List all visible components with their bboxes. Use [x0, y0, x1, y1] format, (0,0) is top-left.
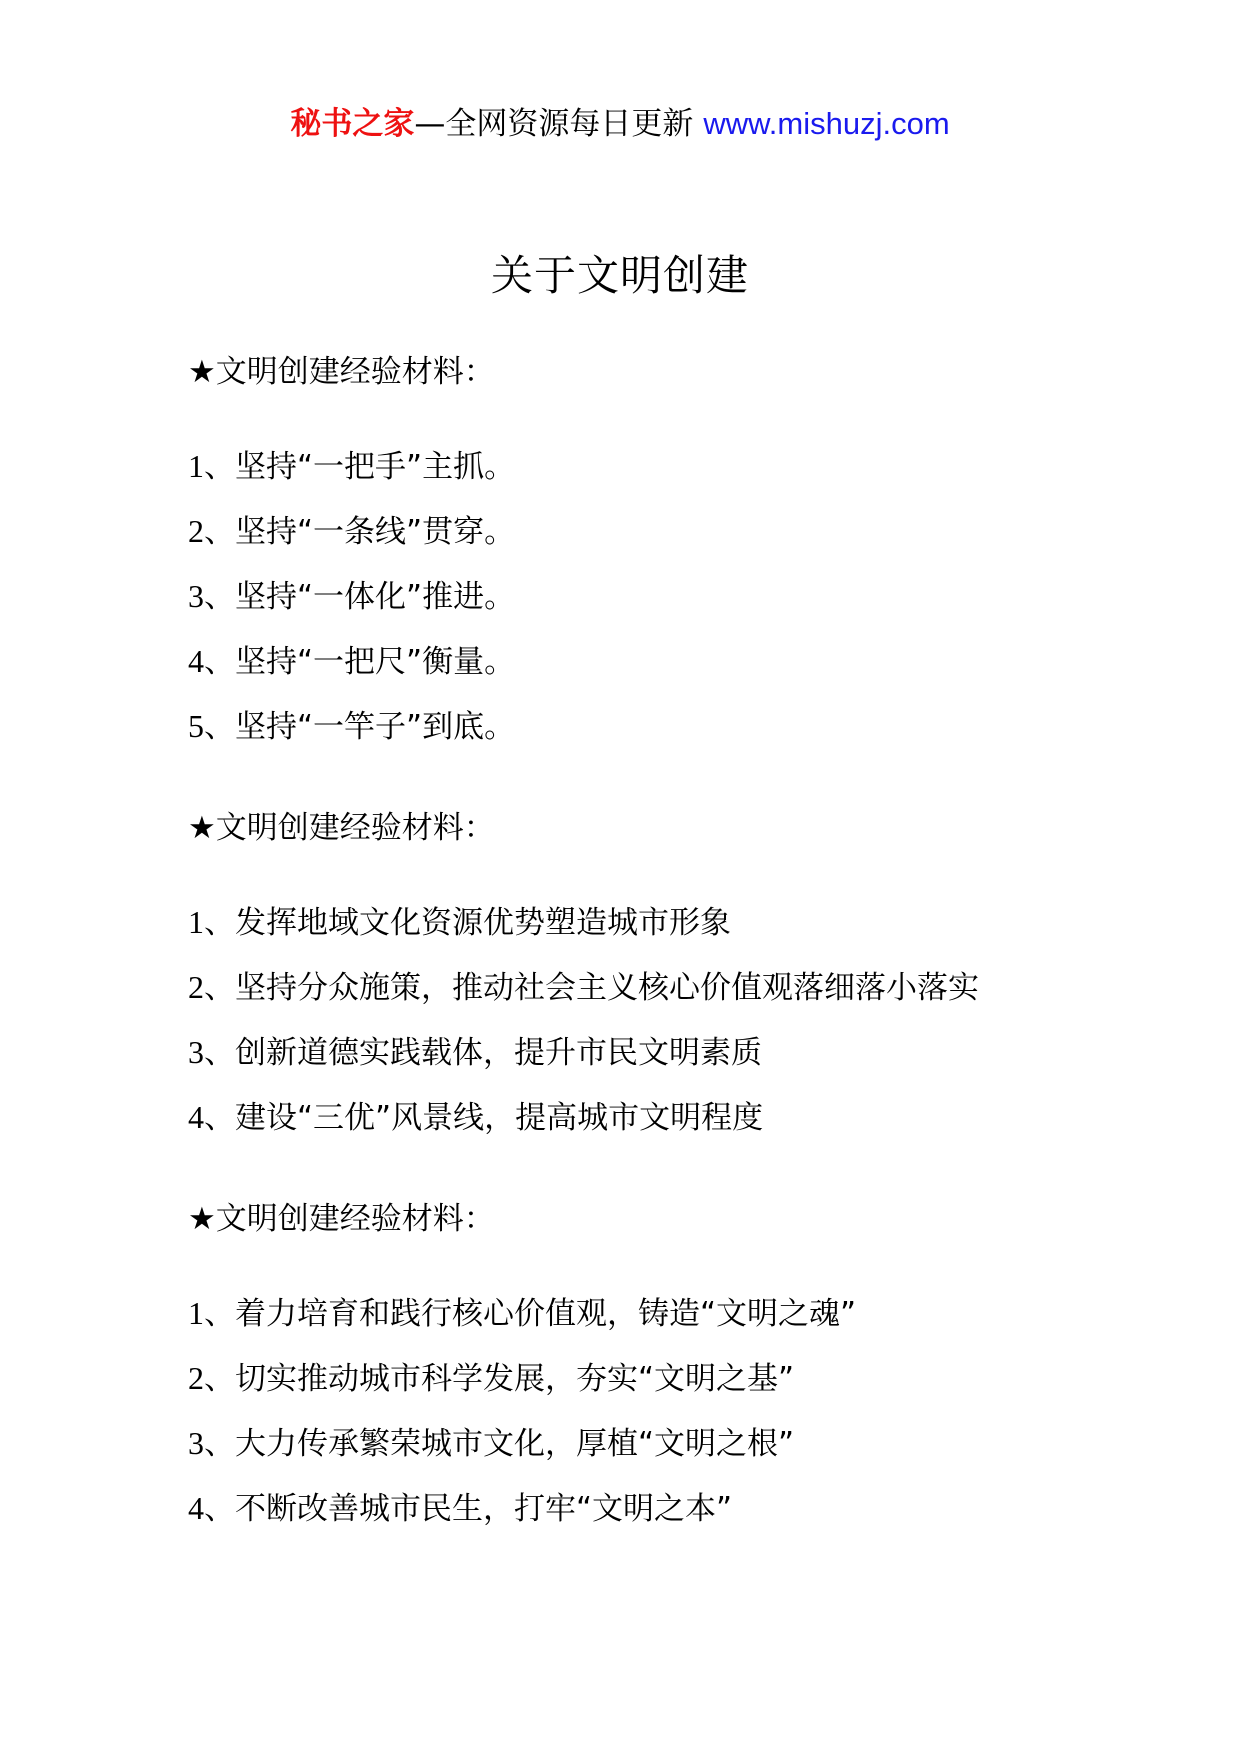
item-text: 创新道德实践载体，提升市民文明素质	[235, 1035, 762, 1071]
section-heading	[188, 1199, 1088, 1239]
star-icon: ★	[188, 1201, 216, 1237]
item-text: 坚持分众施策，推动社会主义核心价值观落细落小落实	[235, 970, 979, 1006]
star-icon: ★	[188, 810, 216, 846]
section-3	[188, 1199, 1088, 1553]
list-item	[188, 1293, 1088, 1333]
item-separator: 、	[204, 514, 235, 550]
item-text: 坚持“一把尺”衡量。	[235, 644, 516, 680]
item-number: 3	[188, 1425, 204, 1461]
item-text: 切实推动城市科学发展，夯实“文明之基”	[235, 1361, 795, 1397]
item-separator: 、	[204, 579, 235, 615]
item-separator: 、	[204, 709, 235, 745]
item-separator: 、	[204, 1035, 235, 1071]
item-number: 2	[188, 1360, 204, 1396]
item-number: 1	[188, 1295, 204, 1331]
section-1	[188, 352, 1088, 771]
list-item	[188, 967, 1088, 1007]
item-number: 4	[188, 1490, 204, 1526]
item-separator: 、	[204, 1100, 235, 1136]
brand-name: 秘书之家	[290, 106, 415, 142]
section-heading	[188, 352, 1088, 392]
document-title: 关于文明创建	[490, 251, 749, 300]
list-item	[188, 1097, 1088, 1137]
header-slogan: —全网资源每日更新	[414, 106, 694, 142]
item-text: 发挥地域文化资源优势塑造城市形象	[235, 905, 731, 941]
star-icon: ★	[188, 354, 216, 390]
item-number: 1	[188, 448, 204, 484]
item-separator: 、	[204, 1361, 235, 1397]
list-item	[188, 1032, 1088, 1072]
section-list	[188, 902, 1088, 1137]
item-number: 3	[188, 1034, 204, 1070]
item-text: 不断改善城市民生，打牢“文明之本”	[235, 1491, 733, 1527]
item-text: 着力培育和践行核心价值观，铸造“文明之魂”	[235, 1296, 857, 1332]
section-heading-text: 文明创建经验材料：	[215, 810, 495, 846]
item-number: 3	[188, 578, 204, 614]
item-number: 5	[188, 708, 204, 744]
list-item	[188, 1488, 1088, 1528]
site-url-link[interactable]: www.mishuzj.com	[703, 106, 950, 141]
section-list	[188, 1293, 1088, 1528]
section-2	[188, 808, 1088, 1162]
list-item	[188, 576, 1088, 616]
item-text: 坚持“一竿子”到底。	[235, 709, 516, 745]
item-text: 建设“三优”风景线，提高城市文明程度	[235, 1100, 764, 1136]
list-item	[188, 511, 1088, 551]
section-heading-text: 文明创建经验材料：	[215, 354, 495, 390]
list-item	[188, 446, 1088, 486]
item-separator: 、	[204, 970, 235, 1006]
item-text: 坚持“一条线”贯穿。	[235, 514, 516, 550]
list-item	[188, 1423, 1088, 1463]
site-header	[0, 104, 1240, 144]
item-number: 4	[188, 643, 204, 679]
list-item	[188, 902, 1088, 942]
list-item	[188, 1358, 1088, 1398]
item-separator: 、	[204, 1491, 235, 1527]
list-item	[188, 641, 1088, 681]
item-separator: 、	[204, 905, 235, 941]
item-separator: 、	[204, 449, 235, 485]
section-heading	[188, 808, 1088, 848]
item-number: 2	[188, 513, 204, 549]
item-number: 2	[188, 969, 204, 1005]
item-number: 1	[188, 904, 204, 940]
item-separator: 、	[204, 1296, 235, 1332]
item-text: 坚持“一体化”推进。	[235, 579, 516, 615]
list-item	[188, 706, 1088, 746]
section-list	[188, 446, 1088, 746]
item-separator: 、	[204, 644, 235, 680]
item-text: 坚持“一把手”主抓。	[235, 449, 516, 485]
item-separator: 、	[204, 1426, 235, 1462]
section-heading-text: 文明创建经验材料：	[215, 1201, 495, 1237]
item-text: 大力传承繁荣城市文化，厚植“文明之根”	[235, 1426, 795, 1462]
item-number: 4	[188, 1099, 204, 1135]
